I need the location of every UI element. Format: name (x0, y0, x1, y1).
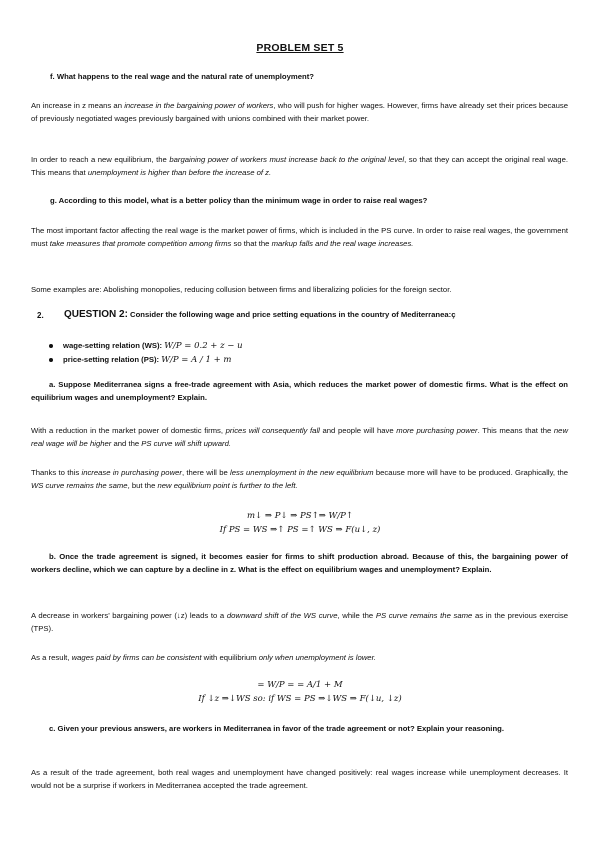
equation-a-2: If PS = WS ⇒↑ PS =↑ WS ⇒ F(u↓, z) (219, 525, 381, 535)
question-a: a. Suppose Mediterranea signs a free-trade agreement with Asia, which reduces the market power of domestic firms. What is the effect on equilibrium wages and unemployment? Explain. (31, 380, 568, 402)
bullet-icon (49, 344, 53, 348)
answer-c-paragraph-1: As a result of the trade agreement, both real wages and unemployment have changed positively: real wages increase while unemployment decreases. It would not be a surprise if workers in Mediterranea accepted the trade agreement. (31, 768, 568, 790)
question-f: f. What happens to the real wage and the natural rate of unemployment? (50, 72, 314, 81)
question-2-number: 2. (37, 311, 44, 320)
question-g: g. According to this model, what is a better policy than the minimum wage in order to raise real wages? (50, 196, 428, 205)
question-c: c. Given your previous answers, are workers in Mediterranea in favor of the trade agreement or not? Explain your reasoning. (49, 724, 504, 733)
answer-b-paragraph-2: As a result, wages paid by firms can be consistent with equilibrium only when unemployment is lower. (31, 653, 376, 662)
answer-g-paragraph-2: Some examples are: Abolishing monopolies, reducing collusion between firms and liberalizing policies for the foreign sector. (31, 285, 452, 294)
ps-relation-bullet: price-setting relation (PS): W/P = A / 1 + m (49, 355, 232, 365)
answer-b-paragraph-1: A decrease in workers’ bargaining power (↓z) leads to a downward shift of the WS curve, while the PS curve remains the same as in the previous exercise (TPS). (31, 611, 569, 633)
answer-f-paragraph-2: In order to reach a new equilibrium, the bargaining power of workers must increase back to the original level, so that they can accept the original real wage. This means that unemployment is higher than before the increase of z. (31, 155, 568, 177)
bullet-icon (49, 358, 53, 362)
question-2-heading: QUESTION 2: Consider the following wage and price setting equations in the country of Mediterranea:ç (64, 309, 456, 320)
equation-b-2: If ↓z ⇒↓WS so: if WS = PS ⇒↓WS ⇒ F(↓u, ↓z) (198, 694, 402, 704)
equation-b-1: = W/P = = A/1 + M (257, 680, 343, 690)
question-b: b. Once the trade agreement is signed, it becomes easier for firms to shift production abroad. Because of this, the bargaining power of workers decline, which we can capture by a decline in z. What is the effect on equilibrium wages and unemployment? Explain. (31, 552, 568, 574)
answer-a-paragraph-1: With a reduction in the market power of domestic firms, prices will consequently fall and people will have more purchasing power. This means that the new real wage will be higher and the PS curve will shift upward. (31, 426, 568, 448)
page-title: PROBLEM SET 5 (256, 42, 344, 54)
ws-relation-bullet: wage-setting relation (WS): W/P = 0.2 + z − u (49, 341, 243, 351)
equation-a-1: m↓ ⇒ P↓ ⇒ PS↑⇒ W/P↑ (246, 511, 353, 521)
answer-g-paragraph-1: The most important factor affecting the real wage is the market power of firms, which is included in the PS curve. In order to raise real wages, the government must take measures that promote competition among firms so that the markup falls and the real wage increases. (31, 226, 568, 248)
answer-a-paragraph-2: Thanks to this increase in purchasing power, there will be less unemployment in the new equilibrium because more will have to be produced. Graphically, the WS curve remains the same, but the new equilibrium point is further to the left. (31, 468, 569, 490)
answer-f-paragraph-1: An increase in z means an increase in the bargaining power of workers, who will push for higher wages. However, firms have already set their prices because of previously negotiated wages previously bargained with unions combined with their market power. (31, 101, 568, 123)
